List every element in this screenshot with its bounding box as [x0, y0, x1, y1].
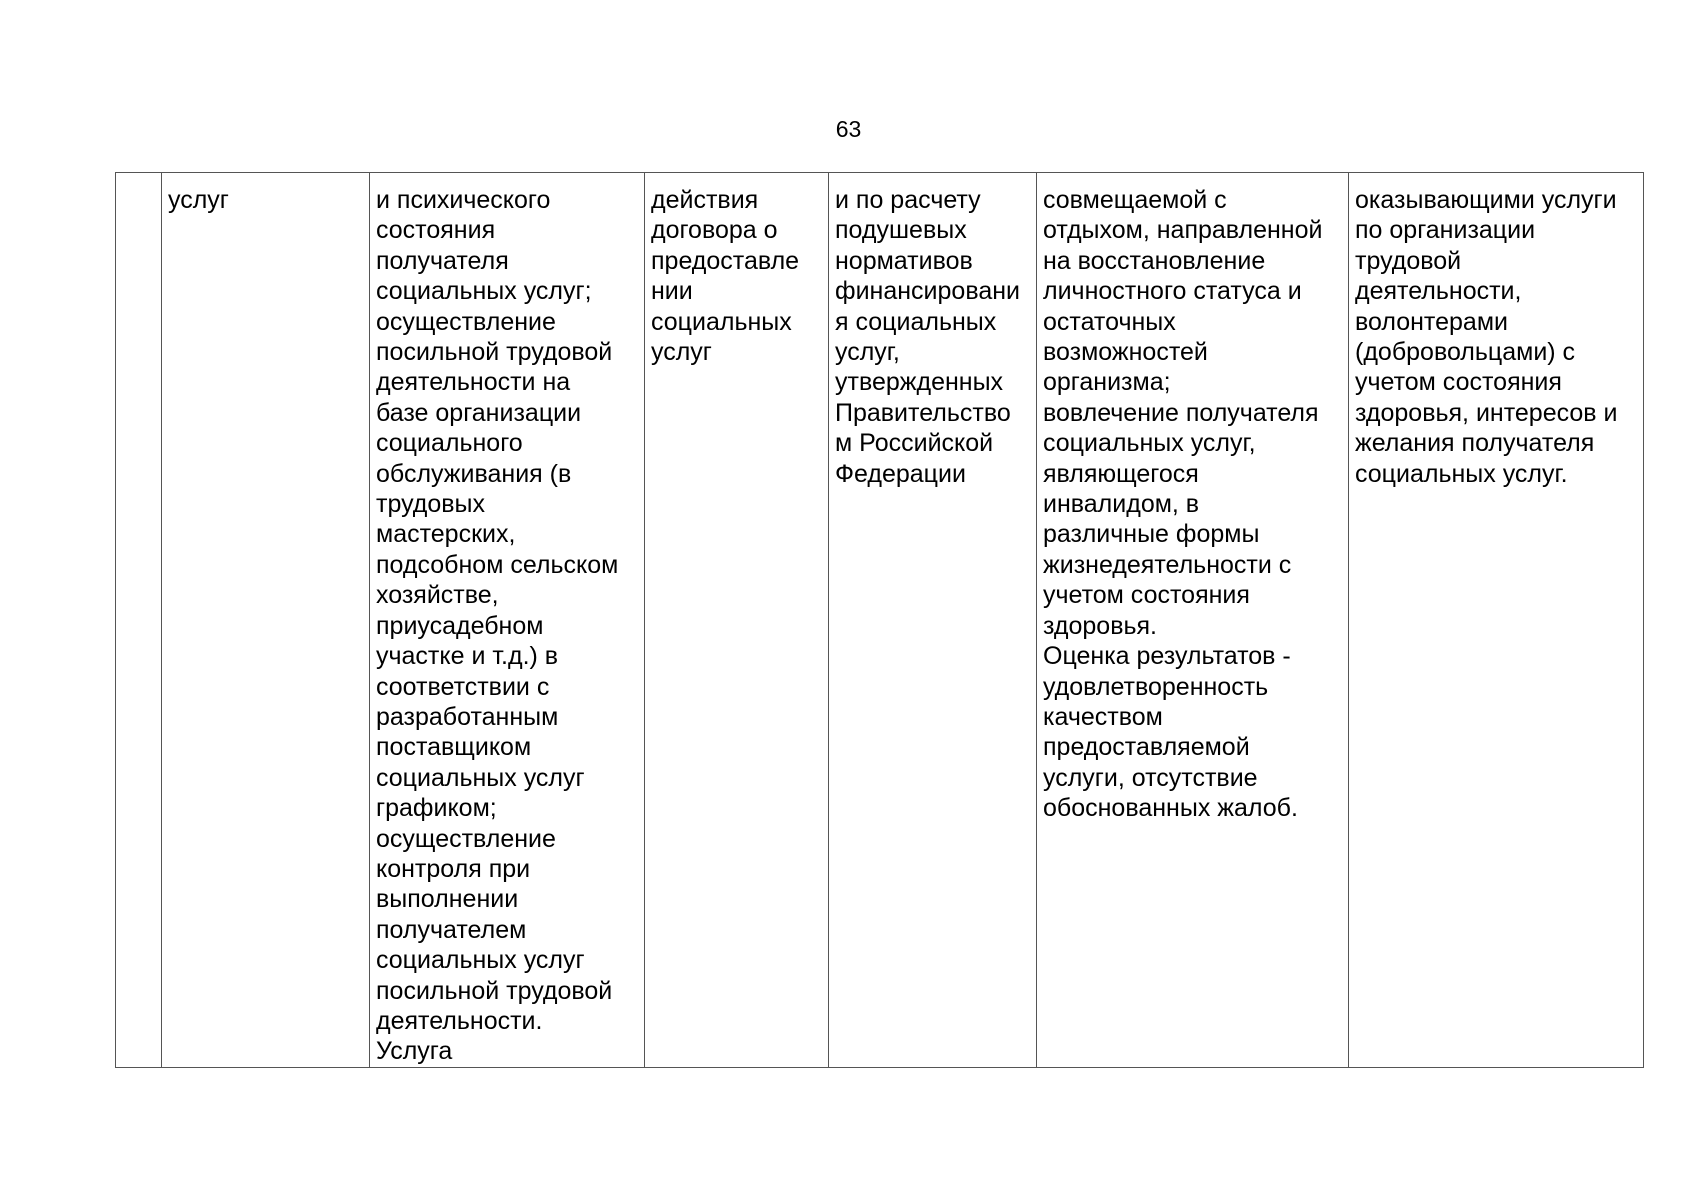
cell-text-line: утвержденных	[835, 368, 1004, 397]
cell-text-line: Оценка результатов -	[1043, 642, 1291, 671]
cell-text-line: услуги, отсутствие	[1043, 763, 1258, 792]
cell-text-line: обслуживания (в	[376, 459, 572, 488]
cell-service-term	[645, 173, 829, 1068]
cell-text-line: трудовой	[1355, 246, 1462, 275]
cell-text-line: деятельности на	[376, 368, 571, 397]
cell-text-line: соответствии с	[376, 672, 550, 701]
cell-text-line: личностного статуса и	[1043, 277, 1302, 306]
cell-text-line: совмещаемой с	[1043, 186, 1227, 214]
cell-text-line: по организации	[1355, 216, 1536, 245]
cell-text-line: получателем	[376, 915, 527, 944]
cell-text-line: осуществление	[376, 307, 556, 336]
cell-text-line: нии	[651, 277, 693, 306]
cell-text-line: качеством	[1043, 702, 1163, 731]
services-table	[115, 172, 1644, 1068]
cell-text-line: м Российской	[835, 429, 994, 458]
cell-text-line: разработанным	[376, 702, 559, 731]
cell-text-line: Услуга	[376, 1037, 453, 1066]
cell-text-line: трудовых	[376, 490, 485, 519]
cell-text-line: контроля при	[376, 854, 531, 883]
cell-text-line: остаточных	[1043, 307, 1176, 336]
cell-text-line: поставщиком	[376, 733, 532, 762]
cell-service-name	[162, 173, 370, 1068]
cell-service-cost	[829, 173, 1037, 1068]
cell-text-line: выполнении	[376, 885, 519, 914]
cell-text-line: вовлечение получателя	[1043, 398, 1319, 427]
cell-text-line: мастерских,	[376, 520, 516, 549]
cell-text-line: и по расчету	[835, 186, 981, 214]
cell-text-line: различные формы	[1043, 520, 1260, 549]
cell-text-line: обоснованных жалоб.	[1043, 794, 1298, 823]
cell-text-line: (добровольцами) с	[1355, 338, 1576, 367]
cell-text-line: действия	[651, 186, 759, 214]
cell-text-line: учетом состояния	[1043, 581, 1250, 610]
cell-text-line: приусадебном	[376, 611, 544, 640]
cell-text-line: социального	[376, 429, 523, 458]
cell-text-line: графиком;	[376, 794, 497, 823]
cell-text-line: предоставляемой	[1043, 733, 1250, 762]
cell-text-line: предоставле	[651, 246, 800, 275]
cell-text-line: инвалидом, в	[1043, 490, 1200, 519]
cell-text-line: на восстановление	[1043, 246, 1266, 275]
table-row	[116, 173, 1644, 1068]
cell-text-line: социальных услуг	[376, 763, 585, 792]
cell-text-line: деятельности.	[376, 1006, 543, 1035]
cell-text-line: социальных	[651, 307, 792, 336]
cell-text-line: базе организации	[376, 398, 582, 427]
cell-text-line: здоровья.	[1043, 611, 1158, 640]
cell-text-line: учетом состояния	[1355, 368, 1562, 397]
cell-text-line: подушевых	[835, 216, 967, 245]
cell-text-line: посильной трудовой	[376, 338, 613, 367]
cell-text-line: финансировани	[835, 277, 1020, 306]
cell-service-quality	[1037, 173, 1349, 1068]
cell-text-line: желания получателя	[1355, 429, 1595, 458]
cell-service-conditions	[1349, 173, 1644, 1068]
cell-text-line: услуг,	[835, 338, 900, 367]
cell-text-line: социальных услуг;	[376, 277, 592, 306]
cell-text-line: Федерации	[835, 459, 966, 488]
cell-text-line: являющегося	[1043, 459, 1199, 488]
cell-text-line: социальных услуг,	[1043, 429, 1256, 458]
cell-number	[116, 173, 162, 1068]
cell-text-line: услуг	[651, 338, 712, 367]
cell-text-line: я социальных	[835, 307, 997, 336]
cell-text-line: договора о	[651, 216, 778, 245]
cell-service-description	[370, 173, 645, 1068]
cell-text-line: жизнедеятельности с	[1043, 550, 1292, 579]
cell-text-line: нормативов	[835, 246, 973, 275]
page-number: 63	[835, 116, 862, 142]
cell-text-line: волонтерами	[1355, 307, 1508, 336]
cell-text-line: здоровья, интересов и	[1355, 398, 1618, 427]
cell-text-line: состояния	[376, 216, 496, 245]
cell-text-line: и психического	[376, 186, 551, 214]
cell-text-line: Правительство	[835, 398, 1011, 427]
cell-text-line: возможностей	[1043, 338, 1208, 367]
cell-text-line: хозяйстве,	[376, 581, 499, 610]
cell-text-line: участке и т.д.) в	[376, 642, 559, 671]
cell-text-line: удовлетворенность	[1043, 672, 1269, 701]
cell-text-line: оказывающими услуги	[1355, 186, 1617, 214]
cell-text-line: отдыхом, направленной	[1043, 216, 1323, 245]
cell-text-line: деятельности,	[1355, 277, 1522, 306]
cell-text-line: получателя	[376, 246, 509, 275]
cell-text-line: социальных услуг.	[1355, 459, 1568, 488]
cell-text-line: организма;	[1043, 368, 1171, 397]
cell-text-line: социальных услуг	[376, 946, 585, 975]
cell-text-line: посильной трудовой	[376, 976, 613, 1005]
cell-text-line: подсобном сельском	[376, 550, 619, 579]
cell-text-line: осуществление	[376, 824, 556, 853]
cell-text-line: услуг	[168, 186, 229, 214]
